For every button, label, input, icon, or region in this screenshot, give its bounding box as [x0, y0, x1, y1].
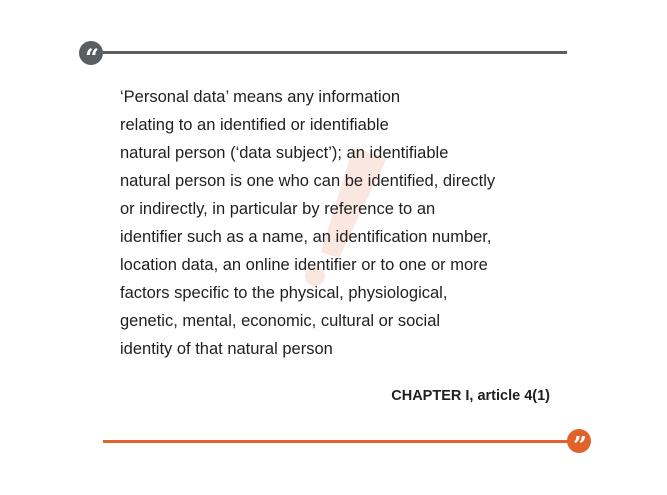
quote-line: ‘Personal data’ means any information: [120, 88, 401, 106]
open-quote-icon: “: [79, 41, 103, 65]
quote-line: genetic, mental, economic, cultural or social: [120, 312, 441, 330]
quote-line: natural person is one who can be identified, directly: [120, 172, 496, 190]
citation: CHAPTER I, article 4(1): [391, 388, 550, 404]
top-divider-line: [103, 51, 567, 54]
quote-line: identity of that natural person: [120, 340, 333, 358]
quote-line: identifier such as a name, an identification number,: [120, 228, 492, 246]
quote-line: factors specific to the physical, physiological,: [120, 284, 448, 302]
quote-line: natural person (‘data subject’); an identifiable: [120, 144, 449, 162]
quote-text: [120, 83, 570, 363]
quote-line: or indirectly, in particular by reference to an: [120, 200, 436, 218]
close-quote-icon: ”: [567, 429, 591, 453]
bottom-divider-line: [103, 440, 569, 443]
quote-line: location data, an online identifier or to one or more: [120, 256, 488, 274]
quote-line: relating to an identified or identifiable: [120, 116, 389, 134]
